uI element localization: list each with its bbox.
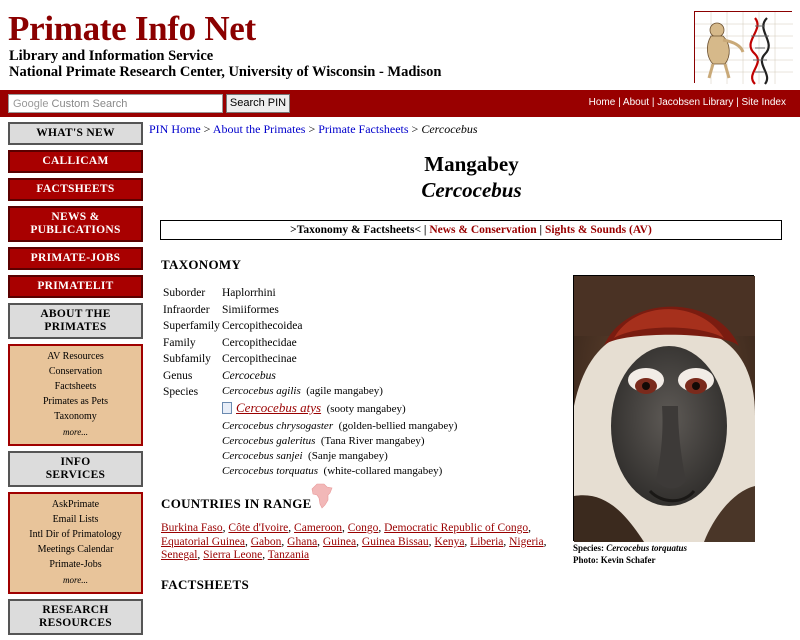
taxonomy-row — [163, 368, 302, 385]
submenu-item[interactable]: Factsheets — [54, 381, 97, 392]
taxonomy-key: Superfamily — [163, 320, 220, 332]
breadcrumb-current: Cercocebus — [421, 122, 478, 136]
species-item — [222, 384, 457, 399]
nav-info-label: INFO — [60, 456, 91, 468]
caption-species-label: Species: — [573, 543, 604, 553]
toplink-site-index[interactable]: Site Index — [741, 97, 786, 108]
sidebar — [8, 122, 143, 640]
page-title: Mangabey — [424, 152, 519, 176]
countries-heading: COUNTRIES IN RANGE — [161, 496, 312, 511]
species-scientific-name: Cercocebus chrysogaster — [222, 420, 334, 432]
country-link[interactable]: Ghana — [287, 535, 318, 548]
nav-callicam[interactable]: CALLICAM — [8, 150, 143, 173]
species-common-name: (Sanje mangabey) — [308, 450, 388, 462]
nav-primatelit[interactable]: PRIMATELIT — [8, 275, 143, 298]
taxonomy-value: Simiiformes — [222, 303, 279, 316]
search-input[interactable] — [8, 94, 223, 113]
taxonomy-key: Subfamily — [163, 353, 211, 365]
country-link[interactable]: Côte d'Ivoire — [228, 522, 289, 534]
taxonomy-row — [163, 285, 302, 302]
country-link[interactable]: Congo — [347, 522, 379, 534]
species-factsheet-link[interactable]: Cercocebus atys — [236, 400, 322, 415]
species-common-name: (white-collared mangabey) — [323, 465, 443, 477]
breadcrumb-pin-home[interactable]: PIN Home — [149, 122, 201, 136]
taxonomy-row — [163, 351, 302, 368]
toplink-home[interactable]: Home — [588, 97, 616, 108]
taxonomy-heading: TAXONOMY — [161, 257, 242, 272]
about-primates-submenu — [8, 344, 143, 446]
nav-research-resources[interactable] — [8, 599, 143, 635]
tab-separator: | — [423, 224, 427, 236]
country-link[interactable]: Equatorial Guinea — [161, 535, 245, 548]
submenu-item[interactable]: Conservation — [48, 366, 103, 377]
breadcrumb-separator: > — [308, 122, 316, 136]
submenu-item[interactable]: Meetings Calendar — [37, 544, 114, 555]
nav-about-label: ABOUT THE — [40, 308, 111, 320]
taxonomy-key: Suborder — [163, 287, 206, 299]
caption-species-name: Cercocebus torquatus — [606, 543, 688, 553]
species-item — [222, 449, 457, 464]
submenu-item[interactable]: Intl Dir of Primatology — [29, 529, 122, 540]
country-link[interactable]: Cameroon — [294, 522, 342, 534]
nav-info-services[interactable] — [8, 451, 143, 487]
site-header — [0, 0, 800, 90]
breadcrumb-separator: > — [203, 122, 211, 136]
species-item — [222, 399, 457, 419]
site-title[interactable]: Primate Info Net — [8, 9, 256, 48]
nav-research-label: RESEARCH — [42, 604, 109, 616]
taxonomy-value: Haplorrhini — [222, 287, 276, 299]
species-item — [222, 464, 457, 479]
africa-map-icon[interactable] — [311, 483, 333, 509]
nav-about-the-primates[interactable] — [8, 303, 143, 339]
tab-sights-sounds[interactable]: Sights & Sounds (AV) — [544, 224, 652, 236]
submenu-item[interactable]: Email Lists — [52, 514, 99, 525]
nav-news-publications[interactable] — [8, 206, 143, 242]
country-link[interactable]: Guinea Bissau — [361, 535, 429, 548]
top-nav-links: Home | About | Jacobsen Library | Site Index — [588, 97, 786, 108]
breadcrumb — [149, 122, 478, 137]
nav-whats-new[interactable]: WHAT'S NEW — [8, 122, 143, 145]
species-list — [222, 384, 457, 479]
nav-services-label: SERVICES — [45, 469, 106, 481]
species-scientific-name: Cercocebus sanjei — [222, 450, 303, 462]
taxonomy-row — [163, 302, 302, 319]
taxonomy-key: Infraorder — [163, 303, 210, 316]
submenu-more-link[interactable]: more... — [63, 427, 88, 437]
species-common-name: (Tana River mangabey) — [320, 435, 425, 447]
country-link[interactable]: Burkina Faso — [161, 522, 223, 534]
taxonomy-key: Family — [163, 336, 196, 349]
mangabey-photo — [573, 275, 754, 541]
site-subtitle-center: National Primate Research Center, University of Wisconsin - Madison — [9, 64, 442, 80]
species-scientific-name: Cercocebus torquatus — [222, 465, 319, 477]
species-item — [222, 434, 457, 449]
taxonomy-key: Genus — [163, 369, 193, 382]
taxonomy-value: Cercopithecoidea — [222, 320, 303, 332]
taxonomy-value: Cercopithecidae — [222, 336, 297, 349]
nav-news-label: NEWS & — [51, 211, 100, 223]
section-tabs — [160, 220, 782, 240]
photo-caption — [573, 542, 687, 566]
nav-publications-label: PUBLICATIONS — [30, 224, 121, 236]
breadcrumb-about-primates[interactable]: About the Primates — [212, 122, 306, 136]
taxonomy-row — [163, 318, 302, 335]
factsheets-heading: FACTSHEETS — [161, 577, 250, 592]
nav-primate-jobs[interactable]: PRIMATE-JOBS — [8, 247, 143, 270]
taxonomy-key: Species — [163, 386, 199, 398]
nav-resources-label: RESOURCES — [39, 617, 112, 629]
submenu-item[interactable]: Primates as Pets — [43, 396, 108, 407]
toplink-about[interactable]: About — [622, 97, 650, 108]
taxonomy-value: Cercopithecinae — [222, 353, 297, 365]
submenu-more-link[interactable]: more... — [63, 575, 88, 585]
caption-photo-credit: Photo: Kevin Schafer — [573, 555, 656, 565]
taxonomy-row — [163, 335, 302, 352]
taxonomy-value: Cercocebus — [222, 369, 276, 382]
country-link[interactable]: Gabon — [250, 535, 282, 548]
country-link[interactable]: Nigeria — [509, 535, 544, 548]
breadcrumb-separator: > — [411, 122, 419, 136]
toplink-jacobsen-library[interactable]: Jacobsen Library — [657, 97, 734, 108]
google-brand-label: Google — [13, 98, 49, 110]
page-subtitle: Cercocebus — [421, 178, 522, 202]
species-common-name: (golden-bellied mangabey) — [338, 420, 458, 432]
tab-taxonomy-factsheets: >Taxonomy & Factsheets< — [290, 224, 422, 236]
countries-list: Burkina Faso, Côte d'Ivoire, Cameroon, Congo, Democratic Republic of Congo, Equatorial Guinea, Gabon, Ghana, Guinea, Guinea Bissau, Kenya, Liberia, Nigeria, Senegal, Sierra Leone, Tanzania — [161, 522, 547, 562]
country-link[interactable]: Kenya — [434, 535, 465, 548]
top-bar — [0, 90, 800, 117]
country-link[interactable]: Guinea — [322, 535, 357, 548]
search-button[interactable]: Search PIN — [226, 94, 290, 113]
submenu-item[interactable]: Primate-Jobs — [49, 559, 102, 570]
factsheet-document-icon[interactable] — [222, 402, 232, 414]
submenu-item[interactable]: Taxonomy — [54, 411, 97, 422]
search-placeholder: Custom Search — [51, 98, 128, 110]
species-common-name: (sooty mangabey) — [326, 403, 406, 415]
species-scientific-name: Cercocebus agilis — [222, 385, 301, 397]
species-item — [222, 419, 457, 434]
nav-primates-label: PRIMATES — [44, 321, 107, 333]
nav-factsheets[interactable]: FACTSHEETS — [8, 178, 143, 201]
country-link[interactable]: Senegal — [161, 549, 198, 562]
species-common-name: (agile mangabey) — [306, 385, 383, 397]
tab-separator: | — [539, 224, 543, 236]
breadcrumb-primate-factsheets[interactable]: Primate Factsheets — [318, 122, 409, 136]
site-subtitle-library: Library and Information Service — [9, 48, 214, 64]
country-link[interactable]: Liberia — [470, 535, 504, 548]
info-services-submenu — [8, 492, 143, 594]
country-link[interactable]: Democratic Republic of Congo — [384, 522, 529, 534]
submenu-item[interactable]: AskPrimate — [51, 499, 100, 510]
submenu-item[interactable]: AV Resources — [47, 351, 104, 362]
country-link[interactable]: Tanzania — [267, 549, 310, 562]
country-link[interactable]: Sierra Leone — [203, 549, 263, 562]
species-scientific-name: Cercocebus galeritus — [222, 435, 316, 447]
primate-dna-logo-icon[interactable] — [694, 11, 792, 83]
tab-news-conservation[interactable]: News & Conservation — [429, 224, 537, 236]
